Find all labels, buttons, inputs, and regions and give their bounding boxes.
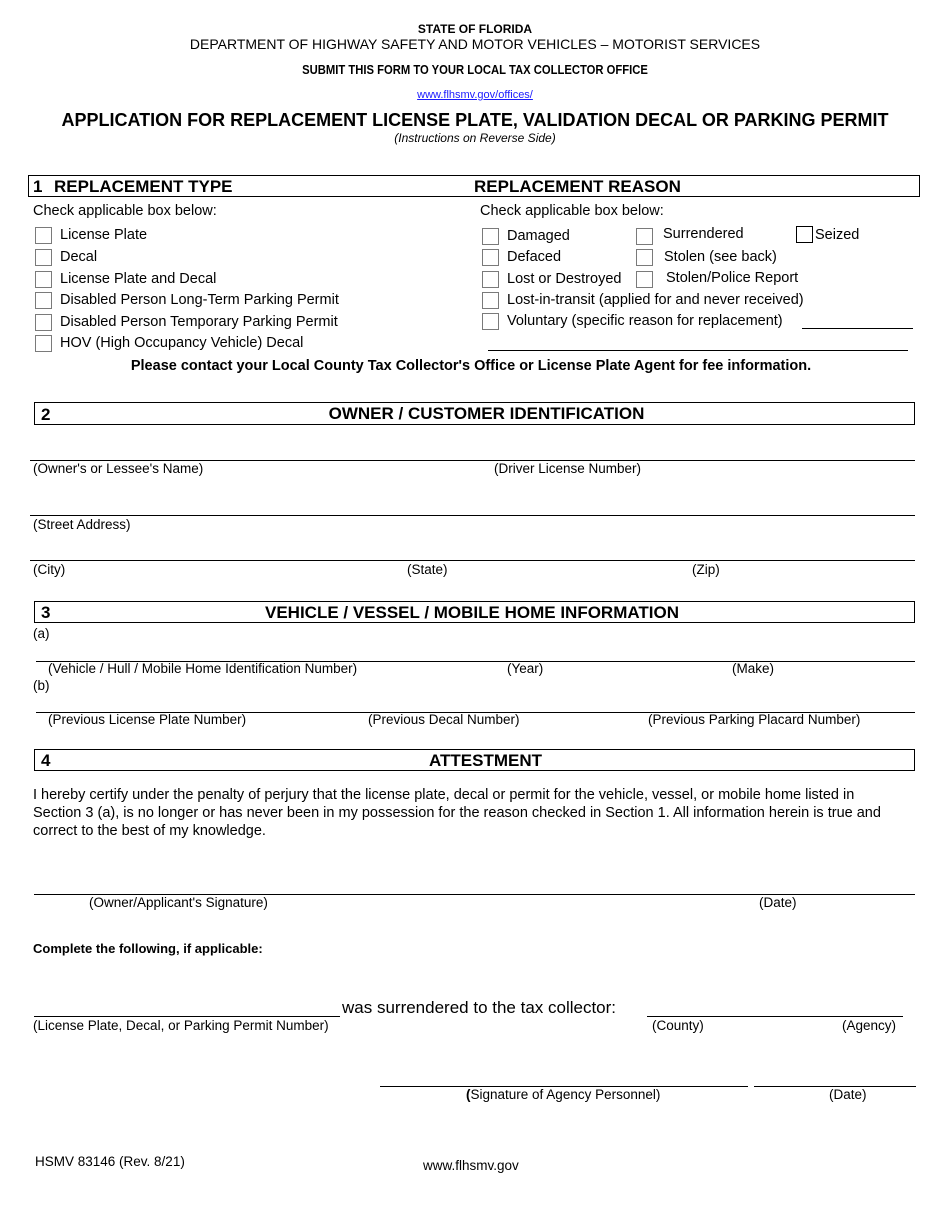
- section3-title: VEHICLE / VESSEL / MOBILE HOME INFORMATION: [264, 603, 679, 622]
- label-prev-placard: (Previous Parking Placard Number): [648, 712, 861, 727]
- label-state: (State): [407, 562, 448, 577]
- label-temporary-permit: Disabled Person Temporary Parking Permit: [60, 314, 338, 330]
- checkbox-damaged[interactable]: [482, 228, 499, 245]
- label-long-term-permit: Disabled Person Long-Term Parking Permit: [60, 292, 339, 308]
- label-vin: (Vehicle / Hull / Mobile Home Identification Number): [48, 661, 358, 676]
- label-street-address: (Street Address): [33, 517, 131, 532]
- label-surrendered: Surrendered: [663, 226, 744, 242]
- label-lost-in-transit: Lost-in-transit (applied for and never received): [507, 292, 804, 308]
- section4-title: ATTESTMENT: [428, 751, 542, 770]
- label-make: (Make): [732, 661, 775, 676]
- label-lost: Lost or Destroyed: [507, 271, 622, 287]
- checkbox-surrendered[interactable]: [636, 228, 653, 245]
- label-hov-decal: HOV (High Occupancy Vehicle) Decal: [60, 335, 304, 351]
- checkbox-seized[interactable]: [796, 226, 813, 243]
- checkbox-police-report[interactable]: [636, 271, 653, 288]
- checkbox-lost[interactable]: [482, 271, 499, 288]
- footer-website: www.flhsmv.gov: [423, 1158, 519, 1173]
- checkbox-plate-and-decal[interactable]: [35, 271, 52, 288]
- label-damaged: Damaged: [507, 228, 570, 244]
- agency-signature-text: Signature of Agency Personnel): [470, 1087, 661, 1102]
- voluntary-reason-line[interactable]: [802, 328, 913, 329]
- checkbox-hov-decal[interactable]: [35, 335, 52, 352]
- fee-note: Please contact your Local County Tax Collector's Office or License Plate Agent for fee information.: [130, 358, 812, 374]
- section2-title: OWNER / CUSTOMER IDENTIFICATION: [328, 404, 645, 423]
- section4-number: 4: [41, 751, 51, 770]
- instructions-note: (Instructions on Reverse Side): [394, 131, 556, 145]
- label-city: (City): [33, 562, 66, 577]
- label-prev-plate: (Previous License Plate Number): [48, 712, 247, 727]
- label-police-report: Stolen/Police Report: [666, 270, 799, 286]
- section1-number: 1: [33, 177, 43, 196]
- form-number: HSMV 83146 (Rev. 8/21): [35, 1154, 185, 1169]
- county-agency-line[interactable]: [647, 1016, 903, 1017]
- section2-number: 2: [41, 405, 51, 424]
- label-agency-signature: [466, 1087, 660, 1102]
- attestment-statement: I hereby certify under the penalty of perjury that the license plate, decal or permit for the vehicle, vessel, or mobile home listed in Section 3 (a), is no longer or has never been in my possession for the reason checked in Section 1. All information herein is true and correct to the best of my knowledge.: [33, 787, 881, 839]
- label-plate-number: (License Plate, Decal, or Parking Permit Number): [33, 1018, 329, 1033]
- checkbox-temporary-permit[interactable]: [35, 314, 52, 331]
- replacement-reason-heading: REPLACEMENT REASON: [474, 177, 681, 196]
- label-stolen: Stolen (see back): [664, 249, 777, 265]
- type-prompt: Check applicable box below:: [33, 203, 217, 219]
- street-address-line[interactable]: [30, 515, 915, 516]
- label-a: (a): [33, 626, 50, 641]
- checkbox-long-term-permit[interactable]: [35, 292, 52, 309]
- checkbox-voluntary[interactable]: [482, 313, 499, 330]
- header-state: STATE OF FLORIDA: [417, 22, 533, 36]
- section3-number: 3: [41, 603, 51, 622]
- checkbox-stolen[interactable]: [636, 249, 653, 266]
- form-title: APPLICATION FOR REPLACEMENT LICENSE PLATE, VALIDATION DECAL OR PARKING PERMIT: [61, 110, 889, 130]
- label-year: (Year): [507, 661, 544, 676]
- plate-number-line[interactable]: [34, 1016, 340, 1017]
- label-voluntary: Voluntary (specific reason for replacement): [507, 313, 783, 329]
- label-defaced: Defaced: [507, 249, 562, 265]
- surrendered-text: was surrendered to the tax collector:: [342, 998, 617, 1017]
- label-plate-and-decal: License Plate and Decal: [60, 271, 217, 287]
- checkbox-decal[interactable]: [35, 249, 52, 266]
- label-prev-decal: (Previous Decal Number): [368, 712, 520, 727]
- label-b: (b): [33, 678, 50, 693]
- label-signature-date: (Date): [759, 895, 797, 910]
- label-county: (County): [652, 1018, 704, 1033]
- header-department: DEPARTMENT OF HIGHWAY SAFETY AND MOTOR VEHICLES – MOTORIST SERVICES: [189, 36, 761, 52]
- voluntary-reason-line-2[interactable]: [488, 350, 908, 351]
- label-applicant-signature: (Owner/Applicant's Signature): [89, 895, 268, 910]
- label-decal: Decal: [60, 249, 98, 265]
- offices-link[interactable]: www.flhsmv.gov/offices/: [417, 89, 533, 101]
- label-agency: (Agency): [842, 1018, 897, 1033]
- label-owner-name: (Owner's or Lessee's Name): [33, 461, 204, 476]
- complete-if-applicable: Complete the following, if applicable:: [33, 941, 263, 956]
- agency-signature-paren: (: [466, 1087, 471, 1102]
- label-license-plate: License Plate: [60, 227, 148, 243]
- label-zip: (Zip): [692, 562, 720, 577]
- reason-prompt: Check applicable box below:: [480, 203, 664, 219]
- checkbox-lost-in-transit[interactable]: [482, 292, 499, 309]
- checkbox-defaced[interactable]: [482, 249, 499, 266]
- city-state-zip-line[interactable]: [30, 560, 915, 561]
- label-seized: Seized: [815, 227, 860, 243]
- checkbox-license-plate[interactable]: [35, 227, 52, 244]
- label-driver-license: (Driver License Number): [494, 461, 642, 476]
- replacement-type-heading: REPLACEMENT TYPE: [54, 177, 233, 196]
- label-agency-date: (Date): [829, 1087, 867, 1102]
- header-submit: SUBMIT THIS FORM TO YOUR LOCAL TAX COLLECTOR OFFICE: [302, 63, 648, 77]
